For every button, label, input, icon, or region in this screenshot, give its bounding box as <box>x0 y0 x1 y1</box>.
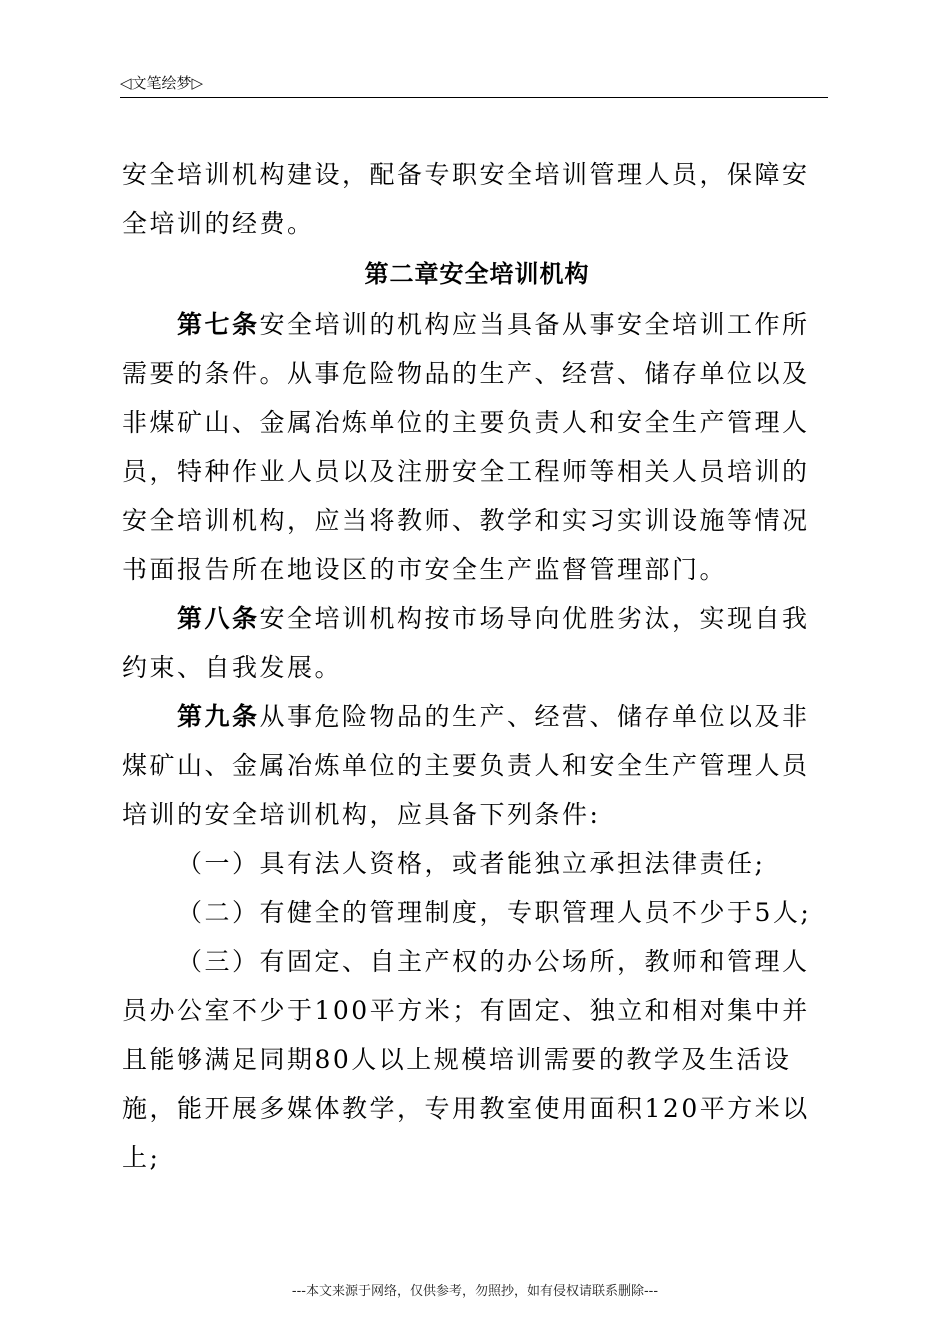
article-label: 第九条 <box>177 702 260 731</box>
article-text: 从事危险物品的生产、经营、储存单位以及非煤矿山、金属冶炼单位的主要负责人和安全生产管理人员培训的安全培训机构，应具备下列条件: <box>122 702 810 829</box>
article-label: 第八条 <box>177 604 260 633</box>
page-footer: ---本文来源于网络，仅供参考，勿照抄，如有侵权请联系删除--- <box>291 1284 659 1299</box>
header-divider <box>120 97 828 98</box>
intro-paragraph: 安全培训机构建设，配备专职安全培训管理人员，保障安全培训的经费。 <box>122 160 810 238</box>
chapter-title: 第二章安全培训机构 <box>364 260 590 288</box>
condition-item: （三）有固定、自主产权的办公场所，教师和管理人员办公室不少于100平方米；有固定、独立和相对集中并且能够满足同期80人以上规模培训需要的教学及生活设施，能开展多媒体教学，专用教室使用面积120平方米以上; <box>122 947 810 1172</box>
article-label: 第七条 <box>177 310 260 339</box>
article-8 <box>122 594 832 692</box>
condition-item: （二）有健全的管理制度，专职管理人员不少于5人; <box>177 898 812 927</box>
document-body <box>122 150 832 1182</box>
article-7 <box>122 300 832 594</box>
article-9 <box>122 692 832 839</box>
condition-item: （一）具有法人资格，或者能独立承担法律责任; <box>177 849 766 878</box>
article-text: 安全培训的机构应当具备从事安全培训工作所需要的条件。从事危险物品的生产、经营、储存单位以及非煤矿山、金属冶炼单位的主要负责人和安全生产管理人员，特种作业人员以及注册安全工程师等相关人员培训的安全培训机构，应当将教师、教学和实习实训设施等情况书面报告所在地设区的市安全生产监督管理部门。 <box>122 310 810 584</box>
page-header: ◁文笔绘梦▷ <box>120 74 204 92</box>
article-text: 安全培训机构按市场导向优胜劣汰，实现自我约束、自我发展。 <box>122 604 810 682</box>
